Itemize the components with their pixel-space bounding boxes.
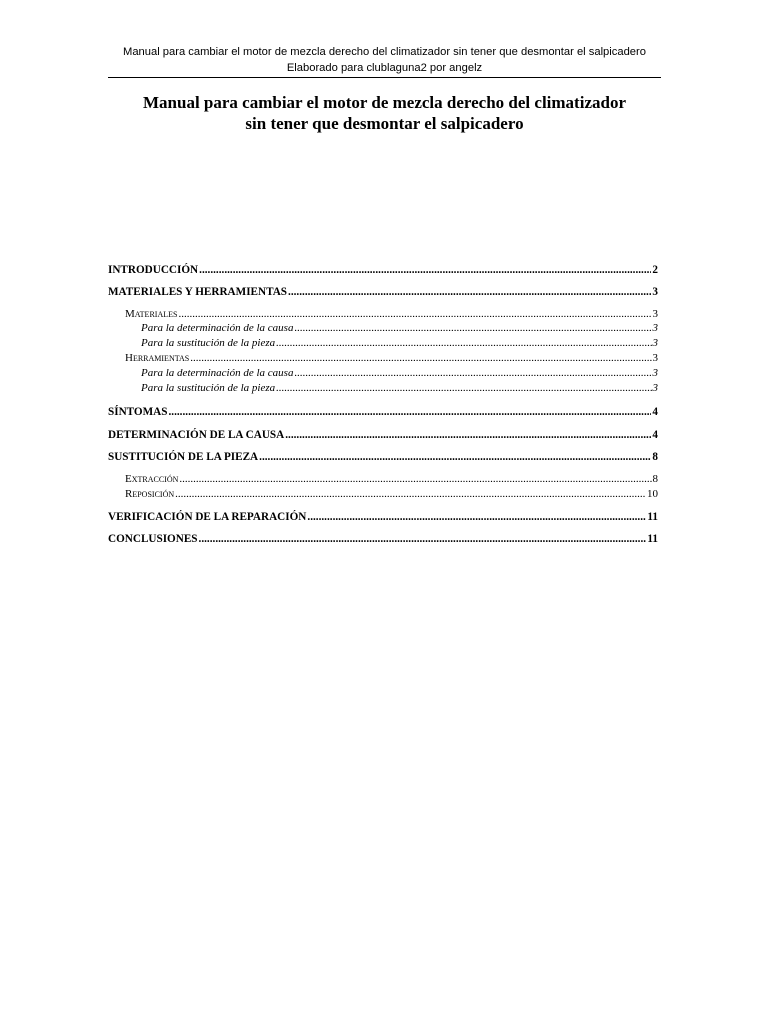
toc-entry-materiales-determinacion[interactable]: [141, 321, 658, 335]
toc-leader: [168, 405, 651, 419]
toc-page-number: 3: [652, 367, 658, 379]
toc-page-number: 3: [652, 286, 658, 298]
toc-page-number: 8: [652, 473, 658, 485]
toc-entry-label: Para la determinación de la causa: [141, 322, 294, 334]
toc-leader: [288, 285, 651, 299]
toc-page-number: 3: [652, 337, 658, 349]
toc-page-number: 4: [652, 429, 658, 441]
toc-entry-label: DETERMINACIÓN DE LA CAUSA: [108, 429, 285, 441]
document-title-line-1: Manual para cambiar el motor de mezcla derecho del climatizador: [143, 93, 626, 112]
toc-leader: [199, 532, 647, 546]
toc-entry-herramientas[interactable]: [125, 351, 658, 365]
toc-page-number: 4: [652, 406, 658, 418]
toc-page-number: 8: [652, 451, 658, 463]
toc-entry-label: Materiales: [125, 308, 178, 320]
toc-entry-label: MATERIALES Y HERRAMIENTAS: [108, 286, 288, 298]
toc-entry-label: Herramientas: [125, 352, 190, 364]
toc-leader: [276, 336, 651, 350]
toc-leader: [178, 307, 651, 321]
toc-entry-label: SÍNTOMAS: [108, 406, 168, 418]
toc-entry-materiales-herramientas[interactable]: [108, 285, 658, 299]
toc-page-number: 3: [652, 308, 658, 320]
toc-entry-sustitucion-pieza[interactable]: [108, 450, 658, 464]
toc-leader: [285, 428, 651, 442]
toc-leader: [175, 487, 646, 501]
toc-leader: [294, 321, 651, 335]
toc-entry-materiales[interactable]: [125, 307, 658, 321]
toc-entry-label: SUSTITUCIÓN DE LA PIEZA: [108, 451, 259, 463]
toc-leader: [199, 263, 651, 277]
toc-entry-herramientas-determinacion[interactable]: [141, 366, 658, 380]
toc-page-number: 3: [652, 352, 658, 364]
toc-entry-label: VERIFICACIÓN DE LA REPARACIÓN: [108, 511, 307, 523]
toc-entry-reposicion[interactable]: [125, 487, 658, 501]
toc-entry-label: Reposición: [125, 488, 175, 500]
toc-entry-conclusiones[interactable]: [108, 532, 658, 546]
toc-page-number: 11: [647, 533, 658, 545]
toc-leader: [190, 351, 651, 365]
toc-entry-label: INTRODUCCIÓN: [108, 264, 199, 276]
toc-entry-label: Para la sustitución de la pieza: [141, 337, 276, 349]
running-header-title: Manual para cambiar el motor de mezcla derecho del climatizador sin tener que desmontar el salpicadero: [123, 46, 646, 58]
toc-page-number: 11: [647, 511, 658, 523]
toc-entry-label: CONCLUSIONES: [108, 533, 198, 545]
toc-page-number: 3: [652, 322, 658, 334]
toc-entry-label: Para la sustitución de la pieza: [141, 382, 276, 394]
toc-leader: [294, 366, 651, 380]
running-header-author: Elaborado para clublaguna2 por angelz: [286, 62, 483, 74]
toc-entry-verificacion[interactable]: [108, 510, 658, 524]
toc-leader: [179, 472, 651, 486]
toc-entry-label: Para la determinación de la causa: [141, 367, 294, 379]
toc-page-number: 3: [652, 382, 658, 394]
toc-entry-herramientas-sustitucion[interactable]: [141, 381, 658, 395]
toc-entry-introduccion[interactable]: [108, 263, 658, 277]
toc-page-number: 10: [647, 488, 658, 500]
toc-entry-determinacion-causa[interactable]: [108, 428, 658, 442]
toc-leader: [259, 450, 651, 464]
toc-entry-label: Extracción: [125, 473, 179, 485]
toc-entry-extraccion[interactable]: [125, 472, 658, 486]
document-title-line-2: sin tener que desmontar el salpicadero: [245, 114, 524, 133]
toc-leader: [307, 510, 646, 524]
toc-leader: [276, 381, 651, 395]
toc-entry-materiales-sustitucion[interactable]: [141, 336, 658, 350]
toc-page-number: 2: [652, 264, 658, 276]
toc-entry-sintomas[interactable]: [108, 405, 658, 419]
